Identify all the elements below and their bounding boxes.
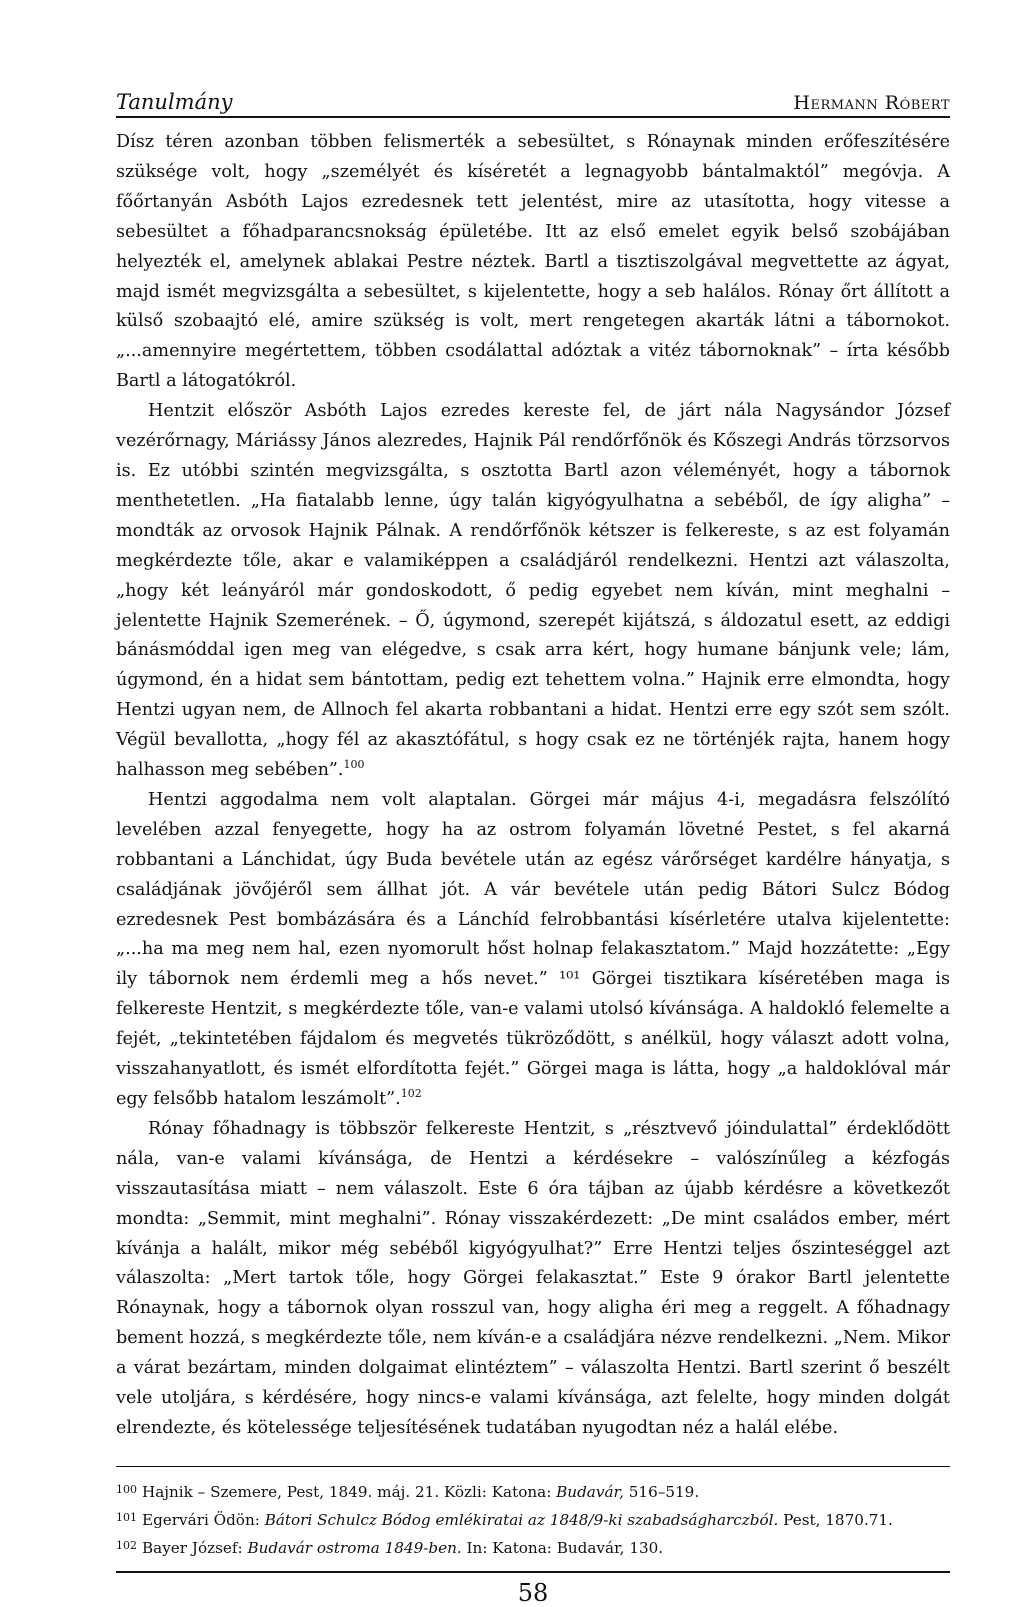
paragraph-text: Hentzit először Asbóth Lajos ezredes kereste fel, de járt nála Nagysándor József vezérőrnagy, Máriássy János alezredes, Hajnik Pál rendőrfőnök és Kőszegi András törzsorvos is. Ez utóbbi szintén megvizsgálta, s osztotta Bartl azon véleményét, hogy a tábornok menthetetlen. „Ha fiatalabb lenne, úgy talán kigyógyulhatna a sebéből, de így aligha” – mondták az orvosok Hajnik Pálnak. A rendőrfőnök kétszer is felkereste, s az est folyamán megkérdezte tőle, akar e valamiképpen a családjáról rendelkezni. Hentzi azt válaszolta, „hogy két leányáról már gondoskodott, ő pedig egyebet nem kíván, mint meghalni – jelentette Hajnik Szemerének. – Ő, úgymond, szerepét kijátszá, s áldozatul esett, az eddigi bánásmóddal igen meg van elégedve, s csak arra kért, hogy humane bánjunk vele; lám, úgymond, én a hidat sem bántottam, pedig ezt tehettem volna.” Hajnik erre elmondta, hogy Hentzi ugyan nem, de Allnoch fel akarta robbantani a hidat. Hentzi erre egy szót sem szólt. Végül bevallotta, „hogy fél az akasztófátul, s hogy csak ez ne történjék rajta, hanem hogy halhasson meg sebében”. [116, 401, 950, 781]
footnote-title: Bátori Schulcz Bódog emlékiratai az 1848/9-ki szabadságharczból. [264, 1510, 779, 1529]
body-text [116, 128, 950, 1444]
footnote-text: Bayer József: [142, 1538, 248, 1557]
footnote-number: 101 [116, 1510, 137, 1524]
paragraph [116, 786, 950, 1115]
footnote-text: Egervári Ödön: [142, 1510, 265, 1529]
footnote-title: Budavár, [556, 1482, 624, 1501]
paragraph-text: Dísz téren azonban többen felismerték a sebesültet, s Rónaynak minden erőfeszítésére szüksége volt, hogy „személyét és kíséretét a legnagyobb bántalmaktól” megóvja. A főőrtanyán Asbóth Lajos ezredesnek tett jelentést, mire az utasította, hogy vitesse a sebesültet a főhadparancsnokság épületébe. Itt az első emelet egyik belső szobájában helyezték el, amelynek ablakai Pestre néztek. Bartl a tisztiszolgával megvettette az ágyat, majd ismét megvizsgálta a sebesültet, s kijelentette, hogy a seb halálos. Rónay őrt állított a külső szobaajtó elé, amire szükség is volt, mert rengetegen akarták látni a tábornokot. „...amennyire megértettem, többen csodálattal adóztak a vitéz tábornoknak” – írta később Bartl a látogatókról. [116, 132, 950, 392]
footnote-text: Hajnik – Szemere, Pest, 1849. máj. 21. Közli: Katona: [142, 1482, 557, 1501]
running-head-section: Tanulmány [116, 90, 233, 114]
running-head [116, 82, 950, 118]
footnotes [116, 1477, 950, 1561]
footnote-ref: 100 [343, 758, 365, 772]
footnote-ref: 102 [400, 1087, 422, 1101]
paragraph [116, 128, 950, 397]
bottom-divider [116, 1571, 950, 1573]
footnote-number: 100 [116, 1482, 137, 1496]
footnote-text-end: In: Katona: Budavár, 130. [461, 1538, 664, 1557]
footnote-text-end: 516–519. [623, 1482, 700, 1501]
paragraph-text: Rónay főhadnagy is többször felkereste Hentzit, s „résztvevő jóindulattal” érdeklődött nála, van-e valami kívánsága, de Hentzi a kérdésekre – valószínűleg a kézfogás visszautasítása miatt – nem válaszolt. Este 6 óra tájban az újabb kérdésre a következőt mondta: „Semmit, mint meghalni”. Rónay visszakérdezett: „De mint családos ember, mért kívánja a halált, mikor még sebéből kigyógyulhat?” Erre Hentzi teljes őszinteséggel azt válaszolta: „Mert tartok tőle, hogy Görgei felakasztat.” Este 9 órakor Bartl jelentette Rónaynak, hogy a tábornok olyan rosszul van, hogy aligha éri meg a reggelt. A főhadnagy bement hozzá, s megkérdezte tőle, nem kíván-e a családjára nézve rendelkezni. „Nem. Mikor a várat bezártam, minden dolgaimat elintéztem” – válaszolta Hentzi. Bartl szerint ő beszélt vele utoljára, s kérdésére, hogy nincs-e valami kívánsága, azt felelte, hogy minden dolgát elrendezte, és kötelessége teljesítésének tudatában nyugodtan néz a halál elébe. [116, 1118, 950, 1438]
footnote [116, 1477, 950, 1505]
footnote-divider [116, 1466, 950, 1467]
paragraph [116, 397, 950, 786]
running-head-author: Hermann Róbert [793, 92, 950, 114]
footnote [116, 1533, 950, 1561]
paragraph-text: Hentzi aggodalma nem volt alaptalan. Görgei már május 4-i, megadásra felszólító levelében azzal fenyegette, hogy ha az ostrom folyamán lövetné Pestet, s fel akarná robbantani a Lánchidat, úgy Buda bevétele után az egész várőrséget kardélre hányatja, s családjának jövőjéről sem állhat jót. A vár bevétele után pedig Bátori Sulcz Bódog ezredesnek Pest bombázására és a Lánchíd felrobbantási kísérletére utalva kijelentette: „...ha ma meg nem hal, ezen nyomorult hőst holnap felakasztatom.” Majd hozzátette: „Egy ily tábornok nem érdemli meg a hős nevet.” ¹⁰¹ Görgei tisztikara kíséretében maga is felkereste Hentzit, s megkérdezte tőle, van-e valami utolsó kívánsága. A haldokló felemelte a fejét, „tekintetében fájdalom és megvetés tükröződött, s anélkül, hogy választ adott volna, visszahanyatlott, és ismét elfordította fejét.” Görgei maga is látta, hogy „a haldoklóval már egy felsőbb hatalom leszámolt”. [116, 789, 950, 1109]
paragraph [116, 1115, 950, 1444]
footnote-text-end: Pest, 1870.71. [778, 1510, 893, 1529]
page-number: 58 [517, 1578, 549, 1607]
footnote-number: 102 [116, 1538, 137, 1552]
footnote [116, 1505, 950, 1533]
document-page [116, 82, 950, 1607]
footnote-title: Budavár ostroma 1849-ben. [247, 1538, 462, 1557]
